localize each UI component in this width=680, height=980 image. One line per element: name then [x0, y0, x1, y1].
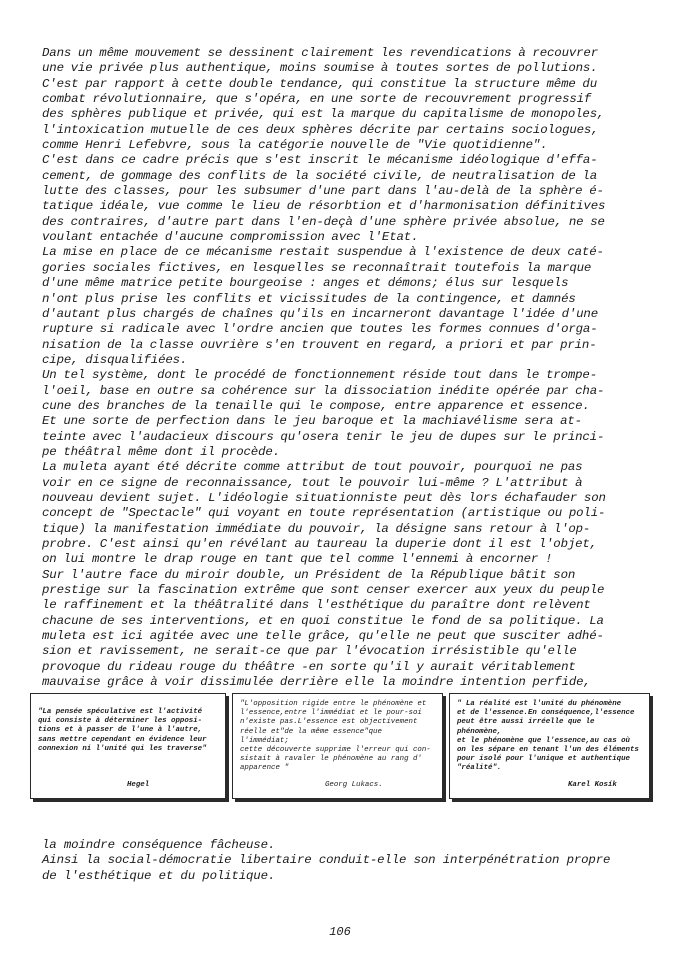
quote-box-kosik — [449, 693, 650, 799]
quote-text: "La pensée spéculative est l'activité qui consiste à déterminer les opposi- tions et à passer de l'une à l'autre, sans mettre cependant en évidence leur connexion ni l'unité qui les traverse" — [38, 708, 207, 753]
quotes-row — [22, 693, 656, 806]
quote-author: Georg Lukacs. — [325, 780, 383, 789]
page-number: 106 — [329, 925, 351, 939]
quote-text: " La réalité est l'unité du phénomène et de l'essence.En conséquence,l'essence peut être aussi irréelle que le phénomène, et le phénomène que l'essence,au cas où on les sépare en tenant l'un des éléments pour isolé pour l'unique et authentique "réalité". — [457, 700, 639, 773]
quote-box-lukacs — [232, 693, 443, 799]
closing-paragraph: la moindre conséquence fâcheuse. Ainsi la social-démocratie libertaire conduit-elle son interpénétration propre de l'esthétique et du politique. — [42, 838, 611, 883]
main-paragraph: Dans un même mouvement se dessinent clairement les revendications à recouvrer une vie privée plus authentique, moins soumise à toutes sortes de pollutions. C'est par rapport à cette double tendance, qui constitue la structure même du combat révolutionnaire, que s'opéra, en une sorte de recouvrement progressif des sphères publique et privée, qui est la marque du capitalisme de monopoles, l'intoxication mutuelle de ces deux sphères décrite par certains sociologues, comme Henri Lefebvre, sous la catégorie nouvelle de "Vie quotidienne". C'est dans ce cadre précis que s'est inscrit le mécanisme idéologique d'effa- cement, de gommage des conflits de la société civile, de neutralisation de la lutte des classes, pour les subsumer d'une part dans l'au-delà de la sphère é- tatique idéale, vue comme le lieu de résorbtion et d'harmonisation définitives des contraires, d'autre part dans l'en-deçà d'une sphère privée absolue, ne se voulant entachée d'aucune compromission avec l'Etat. La mise en place de ce mécanisme restait suspendue à l'existence de deux caté- gories sociales fictives, en lesquelles se reconnaîtrait toutefois la marque d'une même matrice petite bourgeoise : anges et démons; élus sur lesquels n'ont plus prise les conflits et vicissitudes de la contingence, et damnés d'autant plus chargés de chaînes qu'ils en incarneront davantage l'idée d'une rupture si radicale avec l'ordre ancien que toutes les formes connues d'orga- nisation de la classe ouvrière s'en trouvent en regard, a priori et par prin- cipe, disqualifiées. Un tel système, dont le procédé de fonctionnement réside tout dans le trompe- l'oeil, base en outre sa cohérence sur la dissociation inédite opérée par cha- cune des branches de la tenaille qui le compose, entre apparence et essence. Et une sorte de perfection dans le jeu baroque et la machiavélisme sera at- teinte avec l'audacieux discours qu'osera tenir le jeu de dupes sur le princi- pe théâtral même dont il procède. La muleta ayant été décrite comme attribut de tout pouvoir, pourquoi ne pas voir en ce signe de reconnaissance, tout le pouvoir lui-même ? L'attribut à nouveau devient sujet. L'idéologie situationniste peut dès lors échafauder son concept de "Spectacle" qui voyant en toute représentation (artistique ou poli- tique) la manifestation immédiate du pouvoir, la désigne sans retour à l'op- probre. C'est ainsi qu'en révélant au taureau la duperie dont il est l'objet, on lui montre le drap rouge en tant que tel comme l'ennemi à encorner ! Sur l'autre face du miroir double, un Président de la République bâtit son prestige sur la fascination extrême que sont censer exercer aux yeux du peuple le raffinement et la théâtralité dans l'esthétique du paraître dont relèvent chacune de ses interventions, et en quoi constitue le fond de sa politique. La muleta est ici agitée avec une telle grâce, qu'elle ne peut que susciter adhé- sion et ravissement, ne serait-ce que par l'évocation irrésistible qu'elle provoque du rideau rouge du théâtre -en sorte qu'il y aurait véritablement mauvaise grâce à voir dissimulée derrière elle la moindre intention perfide, — [42, 46, 606, 690]
quote-author: Karel Kosík — [568, 780, 617, 789]
quote-text: "L'opposition rigide entre le phénomène et l'essence,entre l'immédiat et le pour-soi n'existe pas.L'essence est objectivement réelle et"de la même essence"que l'immédiat; cette découverte supprime l'erreur qui con- sistait à ravaler le phénomène au rang d' apparence " — [240, 700, 431, 773]
quote-author: Hegel — [127, 780, 150, 789]
quote-box-hegel — [30, 693, 226, 799]
